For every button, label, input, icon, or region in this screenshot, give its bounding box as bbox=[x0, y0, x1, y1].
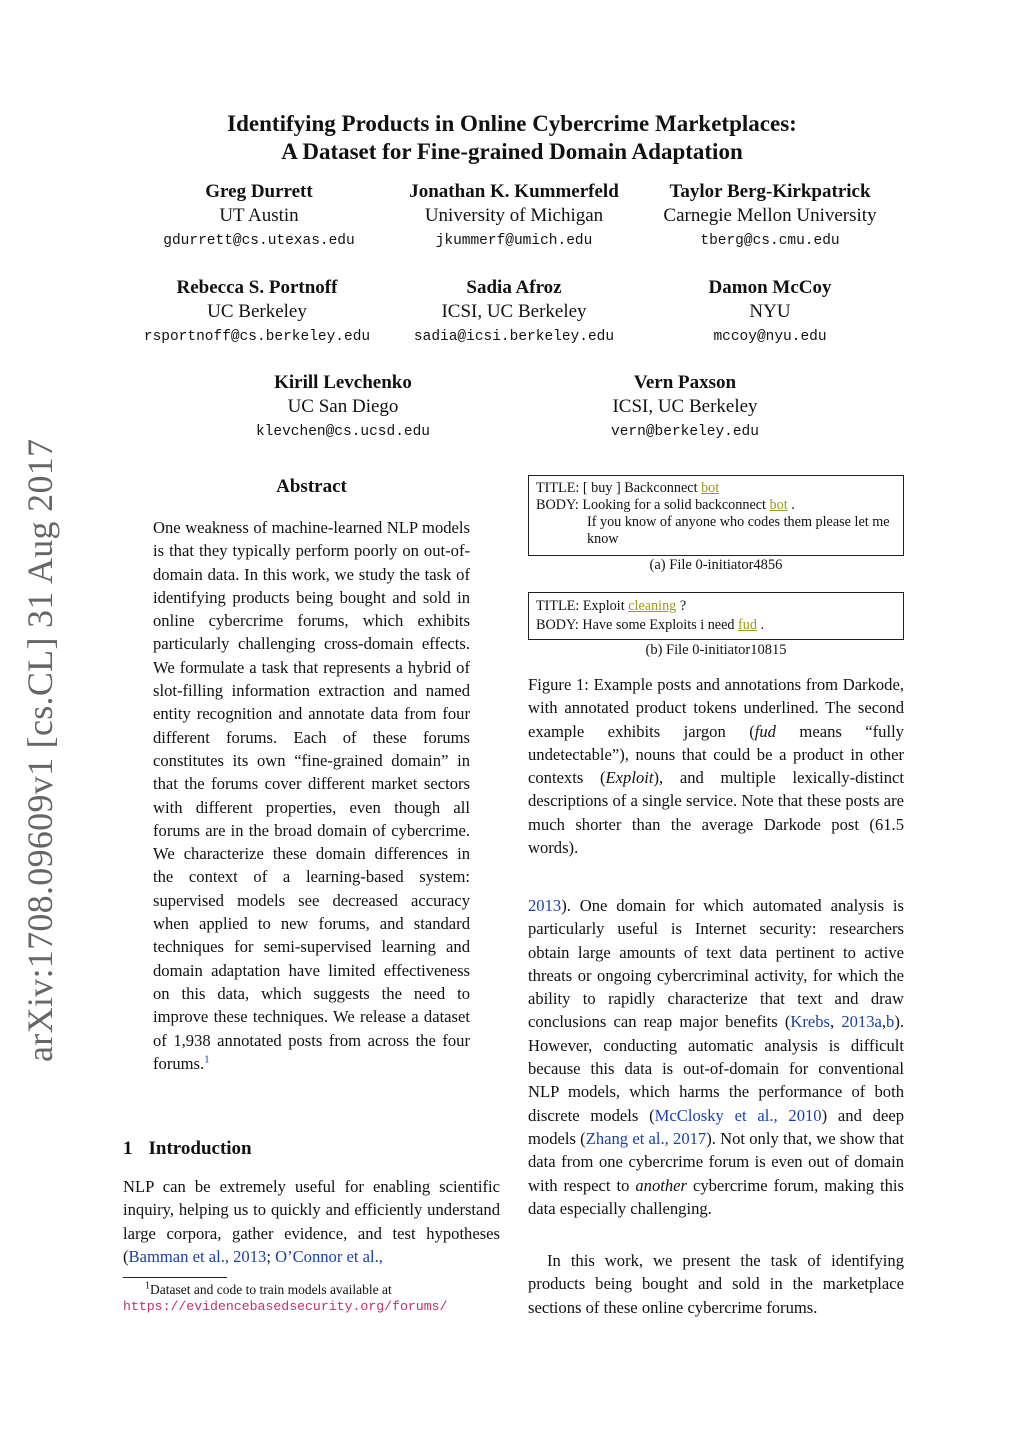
post-body-line-2: If you know of anyone who codes them please let me know bbox=[587, 514, 890, 547]
body-text: ). However, conducting automatic analysis is difficult because this data is out-of-domain for conventional NLP models, which harms the performance of both discrete models ( bbox=[528, 1012, 905, 1125]
author-name: Damon McCoy bbox=[708, 277, 832, 298]
section-title: Introduction bbox=[148, 1138, 252, 1159]
author-block bbox=[379, 276, 649, 350]
section-number: 1 bbox=[123, 1138, 133, 1159]
post-title-label: TITLE: bbox=[536, 598, 580, 614]
footnote-mark: 1 bbox=[145, 1280, 150, 1292]
citation-link[interactable]: Zhang et al., 2017 bbox=[585, 1128, 707, 1148]
product-token: cleaning bbox=[628, 598, 677, 614]
post-title-prefix: [ buy ] Backconnect bbox=[582, 480, 702, 496]
author-affiliation: UC San Diego bbox=[287, 396, 399, 417]
citation-link[interactable]: b bbox=[886, 1012, 895, 1032]
author-email: rsportnoff@cs.berkeley.edu bbox=[143, 329, 371, 345]
author-block bbox=[550, 371, 820, 445]
author-block bbox=[122, 276, 392, 350]
post-body-suffix: . bbox=[787, 497, 795, 513]
footnote-ref[interactable]: 1 bbox=[204, 1053, 210, 1066]
citation-link[interactable]: McClosky et al., 2010 bbox=[654, 1105, 822, 1125]
author-affiliation: UT Austin bbox=[219, 205, 299, 226]
author-email: tberg@cs.cmu.edu bbox=[700, 233, 840, 249]
abstract-heading: Abstract bbox=[276, 476, 347, 497]
citation-separator: , bbox=[881, 1012, 887, 1032]
author-block bbox=[635, 276, 905, 350]
abstract-body: One weakness of machine-learned NLP models is that they typically perform poorly on out-of-domain data. In this work, we study the task of identifying products being bought and sold in online cybercrime forums, which exhibits particularly challenging cross-domain effects. We formulate a task that represents a hybrid of slot-filling information extraction and named entity recognition and annotate data from four different forums. Each of these forums constitutes its own “fine-grained domain” in that the forums cover different market sectors with different properties, even though all forums are in the broad domain of cybercrime. We characterize these domain differences in the context of a learning-based system: supervised models see decreased accuracy when applied to new forums, and standard techniques for semi-supervised learning and domain adaptation have limited effectiveness on this data, which suggests the need to improve these techniques. We release a dataset of 1,938 annotated posts from across the four forums. bbox=[153, 518, 470, 1073]
author-email: gdurrett@cs.utexas.edu bbox=[163, 233, 355, 249]
post-body-suffix: . bbox=[756, 617, 765, 633]
citation-separator: ; bbox=[266, 1246, 276, 1266]
post-title-suffix: ? bbox=[676, 598, 687, 614]
post-title-text bbox=[583, 597, 686, 616]
product-token: bot bbox=[769, 497, 788, 513]
post-body-label: BODY: bbox=[536, 617, 579, 633]
author-block bbox=[635, 180, 905, 254]
caption-text: means “fully undetectable”), nouns that could be a product in other contexts ( bbox=[528, 721, 904, 788]
citation-link[interactable]: O’Connor et al., bbox=[275, 1246, 383, 1266]
author-email: jkummerf@umich.edu bbox=[435, 233, 593, 249]
body-text: cybercrime forum, making this data especially challenging. bbox=[528, 1175, 904, 1218]
subfigure-caption-b: (b) File 0-initiator10815 bbox=[645, 642, 787, 658]
footnote-url[interactable]: https://evidencebasedsecurity.org/forums/ bbox=[123, 1299, 448, 1314]
author-name: Rebecca S. Portnoff bbox=[176, 277, 338, 298]
section-heading-introduction bbox=[123, 1138, 503, 1160]
author-affiliation: University of Michigan bbox=[424, 205, 604, 226]
author-email: sadia@icsi.berkeley.edu bbox=[413, 329, 615, 345]
product-token: bot bbox=[701, 480, 720, 496]
caption-text: Figure 1: Example posts and annotations from Darkode, with annotated product tokens underlined. The second example exhibits jargon ( bbox=[528, 675, 904, 741]
author-affiliation: NYU bbox=[749, 301, 791, 322]
author-name: Greg Durrett bbox=[205, 181, 313, 202]
author-block bbox=[208, 371, 478, 445]
citation-link[interactable]: Krebs bbox=[790, 1012, 831, 1032]
abstract-text bbox=[153, 516, 470, 1075]
caption-emph-exploit: Exploit bbox=[605, 768, 654, 788]
post-body-text bbox=[582, 497, 794, 514]
citation-link[interactable]: Bamman et al., 2013 bbox=[128, 1246, 267, 1266]
author-email: mccoy@nyu.edu bbox=[713, 329, 827, 345]
post-body-label: BODY: bbox=[536, 497, 579, 513]
author-name: Kirill Levchenko bbox=[274, 372, 412, 393]
footnote-text: Dataset and code to train models available at bbox=[150, 1282, 392, 1297]
caption-text: ), and multiple lexically-distinct descriptions of a single service. Note that these posts are much shorter than the average Darkode post (61.5 words). bbox=[528, 768, 904, 858]
caption-emph-fud: fud bbox=[754, 721, 776, 741]
intro-text: NLP can be extremely useful for enabling scientific inquiry, helping us to quickly and efficiently understand large corpora, gather evidence, and test hypotheses ( bbox=[123, 1177, 500, 1266]
author-name: Jonathan K. Kummerfeld bbox=[409, 181, 619, 202]
subfigure-caption-a: (a) File 0-initiator4856 bbox=[649, 557, 783, 573]
title-line-2: A Dataset for Fine-grained Domain Adaptation bbox=[281, 139, 743, 164]
body-text: ). Not only that, we show that data from one cybercrime forum is even out of domain with respect to bbox=[528, 1128, 904, 1195]
author-affiliation: UC Berkeley bbox=[207, 301, 307, 322]
right-column-paragraph-2: In this work, we present the task of identifying products being bought and sold in the marketplace sections of these online cybercrime forums. bbox=[528, 1251, 904, 1317]
product-token: fud bbox=[738, 617, 757, 633]
intro-paragraph bbox=[123, 1175, 500, 1268]
author-affiliation: ICSI, UC Berkeley bbox=[441, 301, 587, 322]
post-body-prefix: Looking for a solid backconnect bbox=[582, 497, 770, 513]
post-title-label: TITLE: bbox=[536, 480, 580, 496]
author-name: Sadia Afroz bbox=[466, 277, 562, 298]
author-name: Taylor Berg-Kirkpatrick bbox=[669, 181, 871, 202]
author-affiliation: ICSI, UC Berkeley bbox=[612, 396, 758, 417]
body-text: ) and deep models ( bbox=[528, 1105, 905, 1148]
author-email: klevchen@cs.ucsd.edu bbox=[255, 424, 431, 440]
body-emph-another: another bbox=[635, 1175, 687, 1195]
author-block bbox=[379, 180, 649, 254]
title-line-1: Identifying Products in Online Cybercrime Marketplaces: bbox=[227, 111, 797, 136]
post-title-prefix: Exploit bbox=[582, 598, 629, 614]
post-body-text bbox=[582, 616, 764, 635]
post-title-text bbox=[583, 480, 719, 497]
example-post-a bbox=[528, 475, 904, 556]
citation-link[interactable]: 2013 bbox=[528, 896, 562, 915]
author-name: Vern Paxson bbox=[633, 372, 737, 393]
author-email: vern@berkeley.edu bbox=[611, 424, 759, 440]
footnote bbox=[123, 1281, 503, 1315]
post-body-prefix: Have some Exploits i need bbox=[582, 617, 739, 633]
paper-title bbox=[0, 110, 1024, 166]
citation-separator: , bbox=[830, 1012, 842, 1032]
citation-link[interactable]: 2013a bbox=[841, 1012, 882, 1032]
author-block bbox=[124, 180, 394, 254]
footnote-rule bbox=[123, 1277, 227, 1278]
example-post-b bbox=[528, 592, 904, 640]
figure-caption bbox=[528, 673, 904, 859]
arxiv-stamp: arXiv:1708.09609v1 [cs.CL] 31 Aug 2017 bbox=[20, 438, 60, 1062]
author-affiliation: Carnegie Mellon University bbox=[663, 205, 877, 226]
body-text: ). One domain for which automated analysis is particularly useful is Internet security: researchers obtain large amounts of text data pertinent to active threats or ongoing cybercriminal activity, for which the ability to rapidly characterize that text and draw conclusions can reap major benefits ( bbox=[528, 896, 904, 1032]
right-column-paragraph bbox=[528, 894, 904, 1220]
